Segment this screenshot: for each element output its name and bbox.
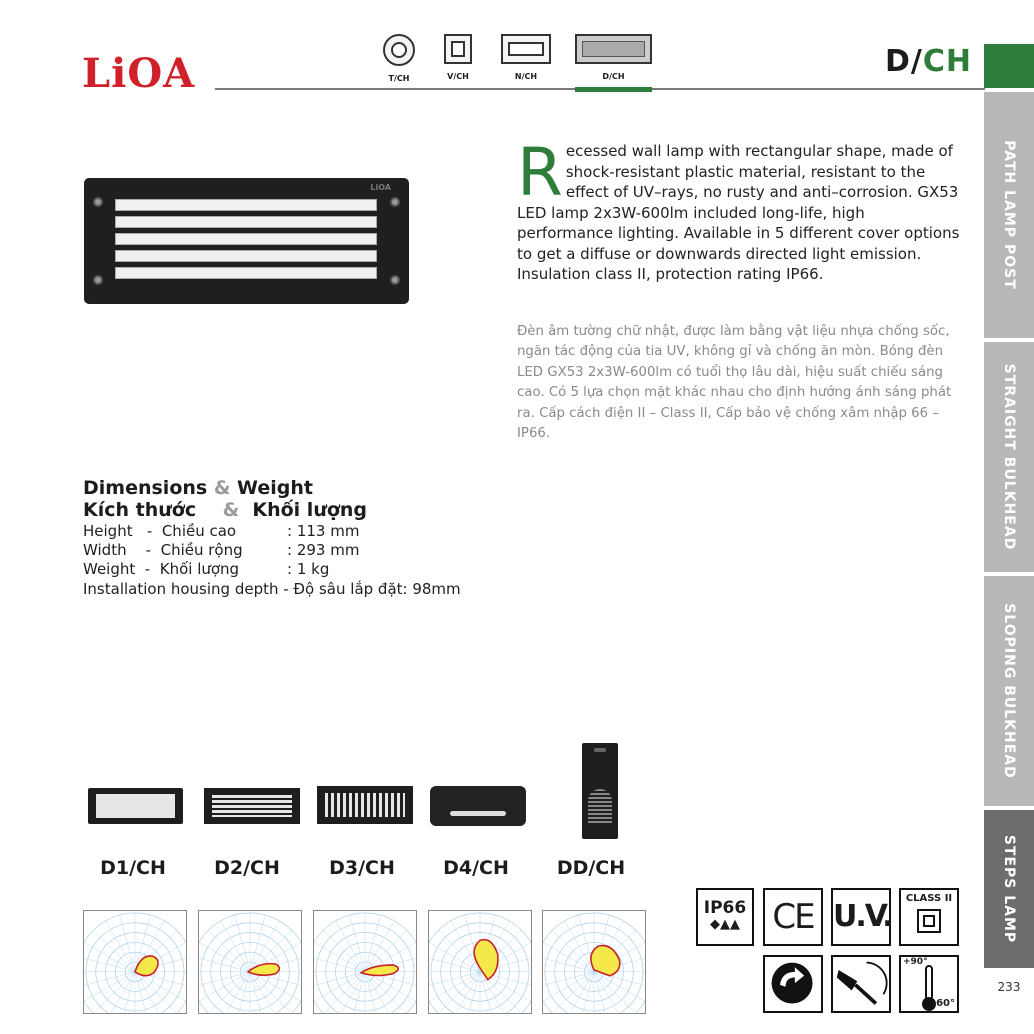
active-variant-indicator <box>575 87 652 92</box>
description-vi: Đèn âm tường chữ nhật, được làm bằng vật liệu nhựa chống sốc, ngăn tác động của tia UV, không gỉ và chống ăn mòn. Bóng đèn LED GX53 2x3W-600lm có tuổi thọ lâu dài, hiệu suất chiếu sáng cao. Có 5 lựa chọn mặt khác nhau cho định hướng ánh sáng phát ra. Cấp cách điện II – Class II, Cấp bảo vệ chống xâm nhập 66 – IP66. <box>517 324 952 442</box>
drop-cap: R <box>517 134 563 211</box>
polar-chart-d3 <box>313 910 417 1014</box>
dimensions-heading: Dimensions & Weight Kích thước & Khối lượng <box>83 477 368 521</box>
tilt-mount-icon <box>831 955 891 1013</box>
dimension-row: Height - Chiều cao : 113 mm <box>83 522 360 540</box>
polar-chart-d1 <box>83 910 187 1014</box>
variant-n-ch: N/CH <box>501 34 551 81</box>
description-en: Recessed wall lamp with rectangular shape, made of shock-resistant plastic material, resistant to the effect of UV–rays, no rusty and anti–corrosion. GX53 LED lamp 2x3W-600lm included long-life, high performance lighting. Available in 5 different cover options to get a diffuse or downwards directed light emission. Insulation class II, protection rating IP66. <box>517 134 960 283</box>
header-green-block <box>984 44 1034 88</box>
class-ii-icon: CLASS II <box>899 888 959 946</box>
side-tab-straight-bulkhead: STRAIGHT BULKHEAD <box>984 342 1034 572</box>
dimensions-list <box>83 522 461 599</box>
page-number: 233 <box>997 980 1021 994</box>
side-tab-sloping-bulkhead: SLOPING BULKHEAD <box>984 576 1034 806</box>
cover-label-d1: D1/CH <box>100 857 166 879</box>
cover-image-d1 <box>88 788 183 824</box>
temperature-range-icon: +90° -60° <box>899 955 959 1013</box>
dimension-row: Width - Chiều rộng : 293 mm <box>83 541 360 560</box>
polar-chart-d2 <box>198 910 302 1014</box>
dimension-row: Weight - Khối lượng : 1 kg <box>83 560 330 579</box>
recycle-icon <box>763 955 823 1013</box>
install-depth: Installation housing depth - Độ sâu lắp đặt: 98mm <box>83 579 461 598</box>
polar-chart-dd <box>542 910 646 1014</box>
side-tab-path-lamp-post: PATH LAMP POST <box>984 92 1034 338</box>
cover-image-d3 <box>317 786 413 824</box>
variant-t-ch: T/CH <box>382 34 416 83</box>
product-image: LiOA <box>84 178 409 304</box>
uv-resistant-icon: U.V. <box>831 888 891 946</box>
cover-image-d4 <box>430 786 526 826</box>
side-tab-steps-lamp: STEPS LAMP <box>984 810 1034 968</box>
brand-logo: LiOA <box>82 50 196 97</box>
cover-image-dd <box>582 743 618 839</box>
cover-label-dd: DD/CH <box>556 857 626 879</box>
variant-d-ch: D/CH <box>575 34 652 81</box>
ce-mark-icon: CE <box>763 888 823 946</box>
cover-label-d2: D2/CH <box>214 857 280 879</box>
ip66-icon: IP66 ◆▲▲ <box>696 888 754 946</box>
product-code: D/CH <box>885 44 972 79</box>
cover-label-d3: D3/CH <box>329 857 395 879</box>
cover-image-d2 <box>204 788 300 824</box>
polar-chart-d4 <box>428 910 532 1014</box>
cover-label-d4: D4/CH <box>443 857 509 879</box>
variant-v-ch: V/CH <box>443 34 473 81</box>
